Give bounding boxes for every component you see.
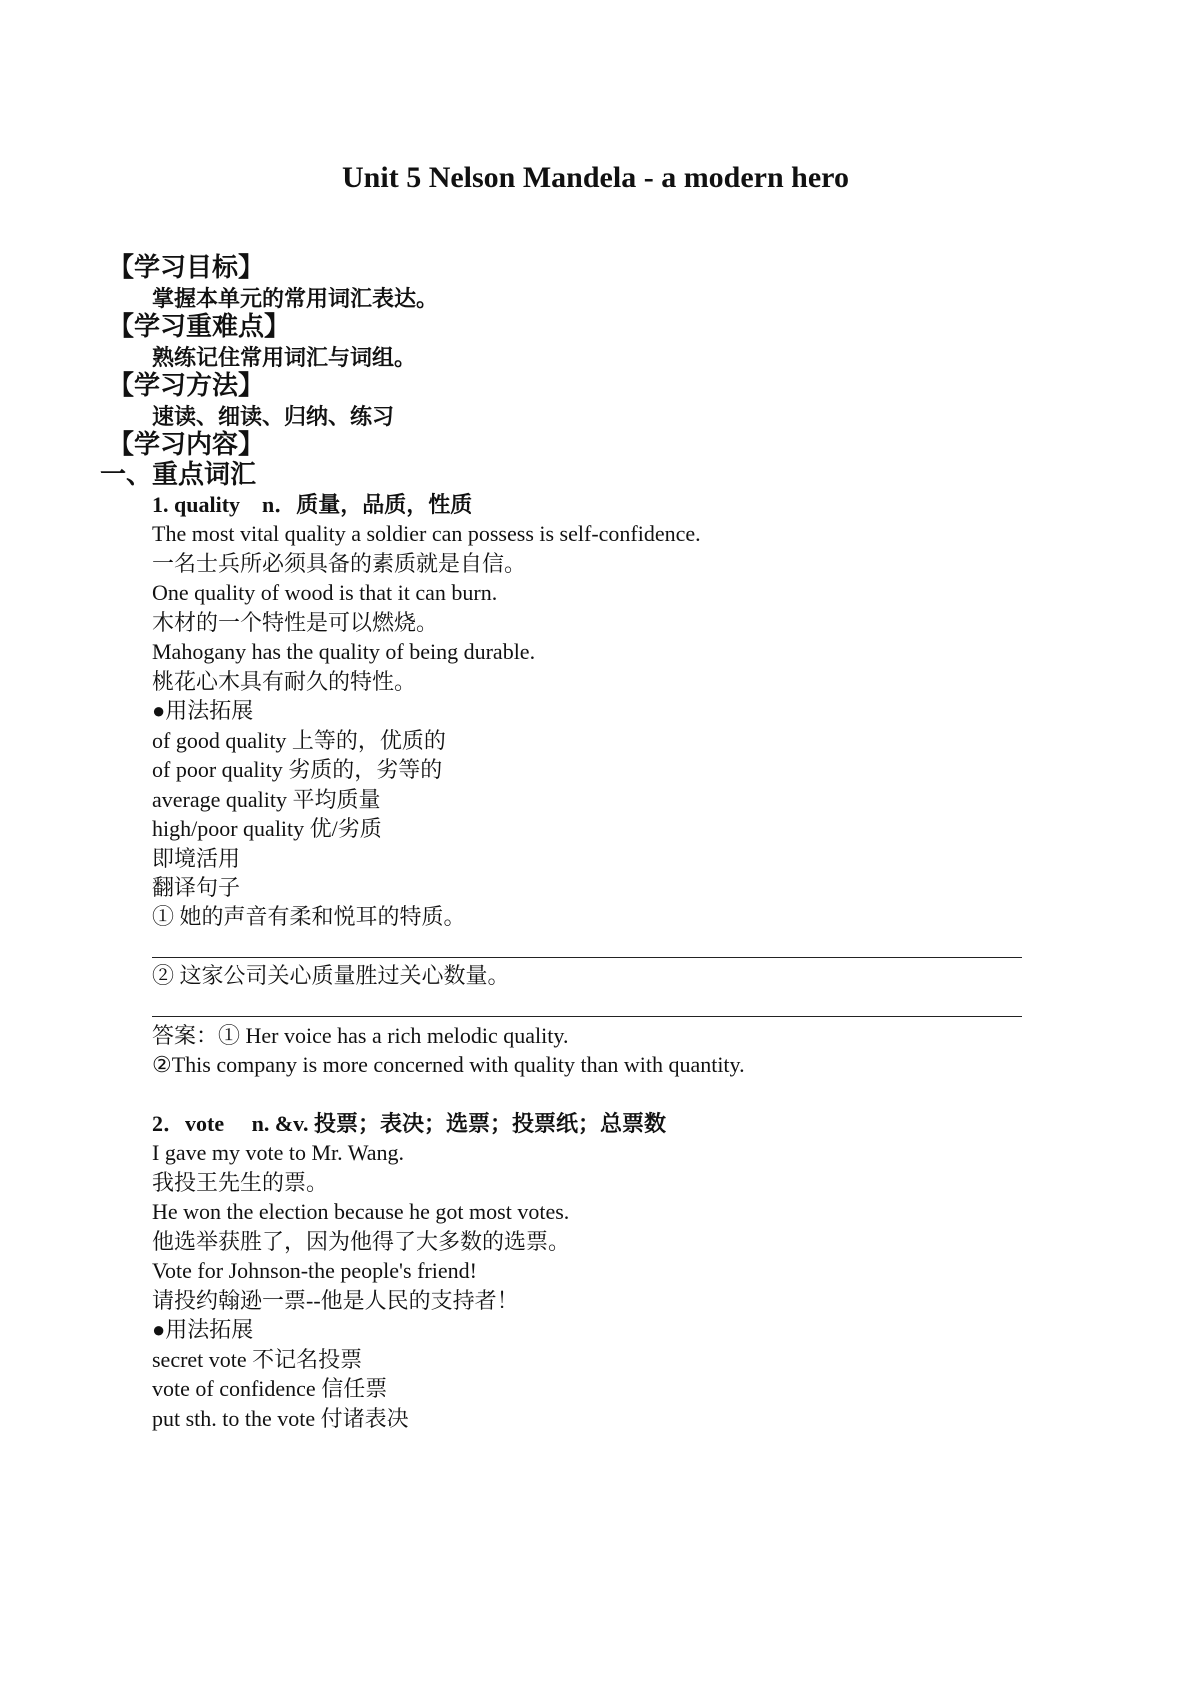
vote-line: I gave my vote to Mr. Wang. — [152, 1140, 405, 1165]
content-heading: 【学习内容】 — [108, 430, 265, 459]
entry-quality-heading: 1. quality n．质量，品质，性质 — [152, 492, 473, 517]
vote-line: put sth. to the vote 付诸表决 — [152, 1406, 409, 1431]
vote-line: 请投约翰逊一票--他是人民的支持者！ — [152, 1288, 519, 1313]
section-heading: 一、重点词汇 — [100, 460, 257, 489]
quality-line: 即境活用 — [152, 846, 241, 871]
answer-blank-line — [152, 957, 1022, 958]
vote-line: vote of confidence 信任票 — [152, 1376, 388, 1401]
quality-line: 翻译句子 — [152, 875, 241, 900]
quality-line: The most vital quality a soldier can possess is self-confidence. — [152, 521, 701, 546]
vote-line: 他选举获胜了，因为他得了大多数的选票。 — [152, 1229, 571, 1254]
entry-vote-heading: 2．vote n. &v. 投票；表决；选票；投票纸；总票数 — [152, 1111, 666, 1136]
methods-text: 速读、细读、归纳、练习 — [152, 404, 395, 429]
quality-line: high/poor quality 优/劣质 — [152, 816, 382, 841]
objectives-heading: 【学习目标】 — [108, 253, 265, 282]
quality-line: 桃花心木具有耐久的特性。 — [152, 669, 417, 694]
objectives-text: 掌握本单元的常用词汇表达。 — [152, 286, 439, 311]
vote-usage-heading: ●用法拓展 — [152, 1317, 254, 1342]
page-title: Unit 5 Nelson Mandela - a modern hero — [342, 161, 849, 194]
methods-heading: 【学习方法】 — [108, 371, 265, 400]
quality-line: average quality 平均质量 — [152, 787, 381, 812]
vote-line: secret vote 不记名投票 — [152, 1347, 363, 1372]
quality-line: of poor quality 劣质的，劣等的 — [152, 757, 443, 782]
key-points-heading: 【学习重难点】 — [108, 312, 291, 341]
quality-usage-heading: ●用法拓展 — [152, 698, 254, 723]
quality-line: of good quality 上等的，优质的 — [152, 728, 446, 753]
vote-line: 我投王先生的票。 — [152, 1170, 329, 1195]
vote-line: He won the election because he got most votes. — [152, 1199, 570, 1224]
answer-blank-line — [152, 1016, 1022, 1017]
quality-line: One quality of wood is that it can burn. — [152, 580, 498, 605]
quality-exercise-1: ① 她的声音有柔和悦耳的特质。 — [152, 904, 466, 929]
quality-exercise-2: ② 这家公司关心质量胜过关心数量。 — [152, 963, 510, 988]
key-points-text: 熟练记住常用词汇与词组。 — [152, 345, 417, 370]
vote-line: Vote for Johnson-the people's friend! — [152, 1258, 477, 1283]
quality-answer-2: ②This company is more concerned with quality than with quantity. — [152, 1052, 745, 1077]
quality-answer-1: 答案：① Her voice has a rich melodic quality. — [152, 1023, 569, 1048]
quality-line: 一名士兵所必须具备的素质就是自信。 — [152, 551, 527, 576]
quality-line: Mahogany has the quality of being durable. — [152, 639, 536, 664]
quality-line: 木材的一个特性是可以燃烧。 — [152, 610, 439, 635]
